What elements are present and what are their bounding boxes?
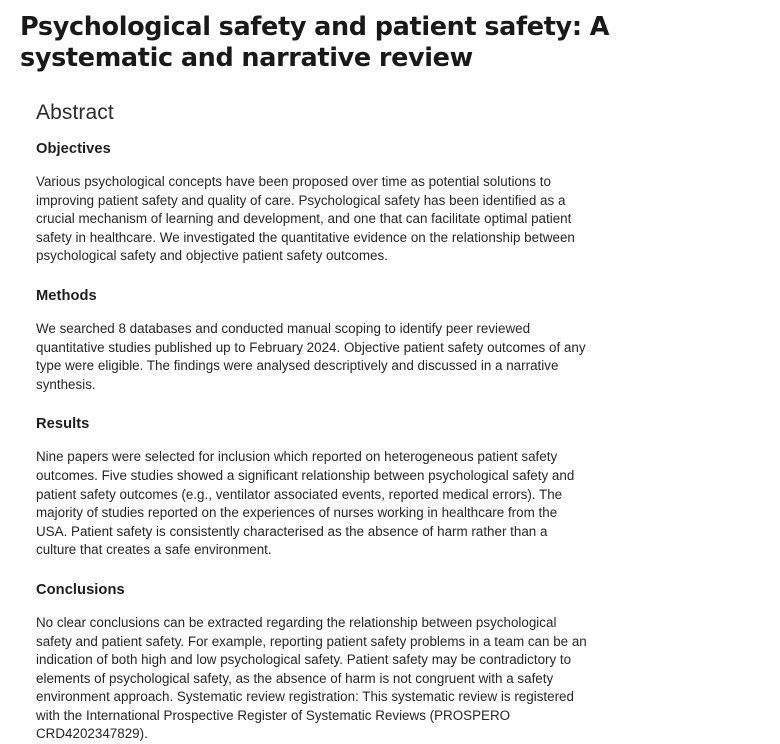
section-heading-conclusions: Conclusions <box>36 581 125 598</box>
section-methods <box>36 286 592 394</box>
abstract-section <box>36 100 592 744</box>
abstract-heading: Abstract <box>36 101 114 124</box>
section-results <box>36 414 592 560</box>
section-heading-results: Results <box>36 416 90 433</box>
page-title: Psychological safety and patient safety: A systematic and narrative review <box>20 12 610 73</box>
section-body-conclusions: No clear conclusions can be extracted regarding the relationship between psychological safety and patient safety. For example, reporting patient safety problems in a team can be an indication of both high and low psychological safety. Patient safety may be contradictory to elements of psychological safety, as the absence of harm is not congruent with a safety environment approach. Systematic review registration: This systematic review is registered with the International Prospective Register of Systematic Reviews (PROSPERO CRD4202347829). <box>36 614 587 742</box>
section-heading-objectives: Objectives <box>36 141 111 157</box>
section-body-results: Nine papers were selected for inclusion which reported on heterogeneous patient safety outcomes. Five studies showed a significant relationship between psychological safety and patient safety outcomes (e.g., ventilator associated events, reported medical errors). The majority of studies reported on the experiences of nurses working in healthcare from the USA. Patient safety is consistently characterised as the absence of harm rather than a culture that creates a safe environment. <box>36 449 575 558</box>
section-heading-methods: Methods <box>36 287 97 304</box>
section-body-methods: We searched 8 databases and conducted manual scoping to identify peer reviewed quantitative studies published up to February 2024. Objective patient safety outcomes of any type were eligible. The findings were analysed descriptively and discussed in a narrative synthesis. <box>36 320 586 392</box>
section-conclusions <box>36 580 592 744</box>
section-objectives <box>36 139 592 266</box>
section-body-objectives: Various psychological concepts have been proposed over time as potential solutions to improving patient safety and quality of care. Psychological safety has been identified as a crucial mechanism of learning and development, and one that can facilitate optimal patient safety in healthcare. We investigated the quantitative evidence on the relationship between psychological safety and objective patient safety outcomes. <box>36 174 575 264</box>
